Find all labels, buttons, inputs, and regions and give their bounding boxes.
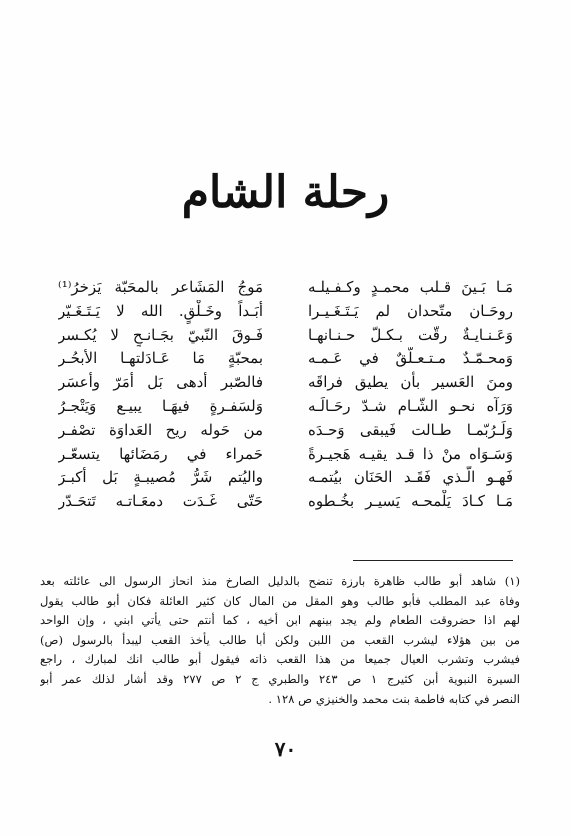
footnote-line: (١) شاهد أبو طالب ظاهرة بارزة تنضح بالدليل الصارخ منذ انحاز الرسول الى عائلته بعد (40, 574, 520, 588)
verse-left: أبَـداً وخَـلْقٍ. الله لا يَـتَـغَـيّر (58, 301, 263, 320)
verse-right: ومنَ العَسير بأن يطيق فراقَه (308, 373, 513, 392)
verse-right: وَسَـوَاه منْ ذا قـد يقيـه هَجيـرةً (308, 444, 513, 463)
verse-right: وَلَـرُبّمـا طـالت فَيبقى وَحـدَه (308, 420, 513, 439)
verse-right: فَهـو الّـذي فَقَـد الحَنَان بيُتمـه (308, 468, 513, 487)
poem-right-column (308, 276, 513, 514)
page-number: ٧٠ (274, 737, 297, 761)
poem-left-column (58, 276, 263, 514)
footnote-divider (353, 560, 513, 561)
verse-left: مَوجُ المَشَاعر بالمحَبّة يَزخرُ⁽¹⁾ (58, 278, 263, 296)
verse-left: واليُتم شَرُّ مُصيبـةٍ بَل أكبـرَ (58, 468, 263, 487)
footnote-line: النصر في كتابه فاطمة بنت محمد والخنيزي ص ١٢٨ . (268, 691, 520, 706)
verse-left: حَمراء في رمَضَائها يتسعّـر (58, 444, 263, 463)
verse-right: وَمحـمّـدٌ مـتـعـلّقٌ في عَـمـه (308, 349, 513, 368)
footnote-line: فيشرب وتشرب العيال جميعا من هذا القعب ذاته فيقول أبو طالب انك لمبارك ، راجع (40, 652, 520, 667)
footnote-line: وفاة عبد المطلب فأبو طالب وهو المقل من المال كان كثير العائلة فكان أبو طالب يقول (40, 593, 520, 608)
footnote-line: لهم اذا حضروقت الطعام ولم يجد بينهم ابن أخيه ، كما أنتم حتى يأتي ابني ، وإن الواحد (40, 613, 520, 628)
verse-right: مَـا بَـينَ قـلب محمـدٍ وكـفـيلـه (308, 278, 513, 296)
verse-left: فَـوقَ النّبيّ بجَـانـحٍ لا يُكـسر (58, 325, 263, 344)
page-title: رحلة الشام (181, 167, 390, 218)
footnote-line: السيرة النبوية أبن كثيرج ١ ص ٢٤٣ والطبري ج ٢ ص ٢٧٧ وقد أشار لذلك عمر أبو (40, 671, 520, 686)
footnote-line: من بين هؤلاء ليشرب القعب من اللبن ولكن أبا طالب يأخذ القعب ليبدأ بالرسول (ص) (40, 632, 520, 647)
verse-left: من حَوله ريح العَداوَة تصْفـر (58, 420, 263, 439)
footnote (40, 572, 520, 709)
verse-right: وَعَـنـايـةٌ رقّت بـكـلّ حـنـانهـا (308, 325, 513, 344)
verse-left: حَتّى غَـدَت دمعَـاتـه تَتحَـدّر (58, 492, 263, 511)
verse-right: روحَـان متّحدان لم يَـتَـغَـيـرا (308, 301, 513, 320)
verse-right: مَـا كـادَ يَلْمحـه يَسيـر بخُـطوه (308, 492, 513, 511)
verse-left: فالصّبر أدهى بَل أمَرّ وأعسَر (58, 373, 263, 392)
poem (58, 276, 513, 546)
verse-right: وَرَآه نحـو الشّـام شـدّ رحَـالَـه (308, 396, 513, 415)
verse-left: بمحبّةٍ مَا عَـادَلتهـا الأبحُـر (58, 349, 263, 368)
verse-left: وَلسَفـرةٍ فيهَـا يبيـع وَيَتْجـرُ (58, 396, 263, 415)
